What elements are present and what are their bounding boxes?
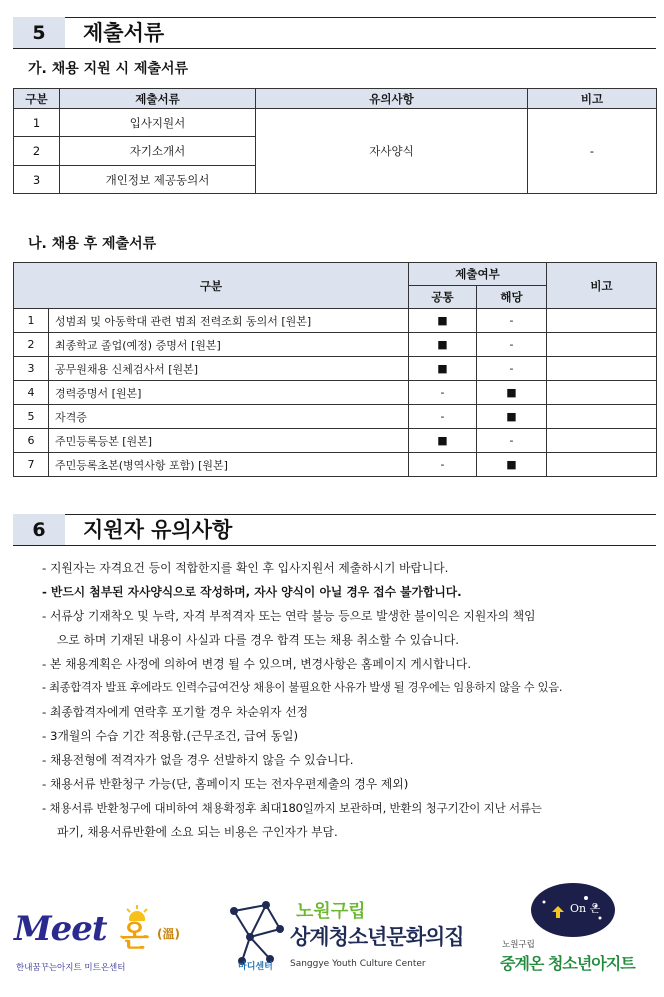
- common-mark: -: [409, 405, 477, 429]
- applicable-mark: -: [477, 333, 547, 357]
- note-line: - 서류상 기재착오 및 누락, 자격 부적격자 또는 연락 불능 등으로 발생한 불이익은 지원자의 책임: [42, 609, 536, 623]
- header-remark: 비고: [547, 263, 657, 309]
- meet-on-char: 온: [120, 919, 149, 954]
- sanggye-main-label: 상계청소년문화의집: [290, 925, 464, 949]
- note-line: - 채용서류 반환청구에 대비하여 채용확정후 최대180일까지 보관하며, 반환의 청구기간이 지난 서류는: [42, 801, 542, 815]
- table-application-documents: [13, 88, 657, 194]
- note-line: - 3개월의 수습 기간 적용함.(근무조건, 급여 동일): [42, 729, 299, 743]
- header-category: 구분: [14, 263, 409, 309]
- section-6-header: [13, 514, 656, 546]
- row-number: 2: [14, 137, 60, 166]
- remark-cell: [547, 429, 657, 453]
- sanggye-english: Sanggye Youth Culture Center: [290, 959, 426, 969]
- applicable-mark: -: [477, 357, 547, 381]
- table-row: [14, 109, 657, 137]
- junggye-on-logo: [496, 882, 651, 977]
- table-row: [14, 333, 657, 357]
- common-mark: ■: [409, 429, 477, 453]
- sun-icon: [124, 905, 150, 921]
- header-document: 제출서류: [60, 89, 256, 109]
- document-name: 최종학교 졸업(예정) 증명서 [원본]: [49, 333, 409, 357]
- row-number: 5: [14, 405, 49, 429]
- meet-caption: 한내꿈꾸는아지트 미트온센터: [16, 963, 126, 973]
- remark-cell: [547, 357, 657, 381]
- meet-on-hanja: (溫): [157, 927, 180, 941]
- table-row: [14, 429, 657, 453]
- header-submission: 제출여부: [409, 263, 547, 286]
- document-name: 주민등록등본 [원본]: [49, 429, 409, 453]
- document-name: 주민등록초본(병역사항 포함) [원본]: [49, 453, 409, 477]
- document-name: 자기소개서: [60, 137, 256, 166]
- applicable-mark: ■: [477, 405, 547, 429]
- sanggye-youth-center-logo: [226, 897, 464, 977]
- common-mark: ■: [409, 357, 477, 381]
- header-note: 유의사항: [256, 89, 528, 109]
- subheading-b: 나. 채용 후 제출서류: [28, 236, 157, 252]
- table-row: [14, 357, 657, 381]
- row-number: 4: [14, 381, 49, 405]
- meet-word: Meet: [14, 909, 107, 949]
- table-row: [14, 453, 657, 477]
- applicable-mark: ■: [477, 453, 547, 477]
- sanggye-top-label: 노원구립: [296, 901, 366, 922]
- applicant-notes: [42, 556, 652, 844]
- section-5-bottom-rule: [13, 48, 656, 49]
- header-remark: 비고: [528, 89, 657, 109]
- meeton-center-logo: [14, 905, 194, 975]
- common-mark: -: [409, 453, 477, 477]
- junggye-sign: On 온: [570, 902, 601, 915]
- madi-label: 마디센터: [238, 962, 273, 972]
- applicable-mark: -: [477, 429, 547, 453]
- remark-cell: [547, 453, 657, 477]
- common-mark: ■: [409, 309, 477, 333]
- document-name: 성범죄 및 아동학대 관련 범죄 전력조회 동의서 [원본]: [49, 309, 409, 333]
- note-line: - 최종합격자 발표 후에라도 인력수급여건상 채용이 불필요한 사유가 발생 될 경우에는 임용하지 않을 수 있음.: [42, 681, 563, 694]
- section-6-title: 지원자 유의사항: [83, 518, 233, 542]
- document-name: 입사지원서: [60, 109, 256, 137]
- table-post-hire-documents: [13, 262, 657, 477]
- header-category: 구분: [14, 89, 60, 109]
- applicable-mark: ■: [477, 381, 547, 405]
- note-line-continued: 파기, 채용서류반환에 소요 되는 비용은 구인자가 부담.: [57, 825, 338, 839]
- document-name: 개인정보 제공동의서: [60, 166, 256, 194]
- common-mark: -: [409, 381, 477, 405]
- section-5-title: 제출서류: [83, 21, 165, 45]
- note-cell: 자사양식: [256, 109, 528, 194]
- common-mark: ■: [409, 333, 477, 357]
- note-line: - 채용서류 반환청구 가능(단, 홈페이지 또는 전자우편제출의 경우 제외): [42, 777, 409, 791]
- row-number: 1: [14, 309, 49, 333]
- table-row: [14, 381, 657, 405]
- remark-cell: -: [528, 109, 657, 194]
- remark-cell: [547, 381, 657, 405]
- row-number: 3: [14, 166, 60, 194]
- remark-cell: [547, 309, 657, 333]
- applicable-mark: -: [477, 309, 547, 333]
- note-line: - 최종합격자에게 연락후 포기할 경우 차순위자 선정: [42, 705, 309, 719]
- section-6-number: 6: [13, 514, 65, 546]
- note-line: - 지원자는 자격요건 등이 적합한지를 확인 후 입사지원서 제출하시기 바랍니다.: [42, 561, 449, 575]
- note-line: - 본 채용계획은 사정에 의하여 변경 될 수 있으며, 변경사항은 홈페이지 게시합니다.: [42, 657, 472, 671]
- row-number: 3: [14, 357, 49, 381]
- note-line-emphasis: - 반드시 첨부된 자사양식으로 작성하며, 자사 양식이 아닐 경우 접수 불가합니다.: [42, 585, 462, 599]
- note-line: - 채용전형에 적격자가 없을 경우 선발하지 않을 수 있습니다.: [42, 753, 354, 767]
- document-name: 자격증: [49, 405, 409, 429]
- row-number: 1: [14, 109, 60, 137]
- subheading-a: 가. 채용 지원 시 제출서류: [28, 61, 189, 77]
- header-common: 공통: [409, 286, 477, 309]
- document-name: 경력증명서 [원본]: [49, 381, 409, 405]
- section-5-number: 5: [13, 17, 65, 49]
- note-line-continued: 으로 하며 기재된 내용이 사실과 다를 경우 합격 또는 채용 취소할 수 있습니다.: [57, 633, 460, 647]
- row-number: 7: [14, 453, 49, 477]
- document-name: 공무원채용 신체검사서 [원본]: [49, 357, 409, 381]
- section-6-bottom-rule: [13, 545, 656, 546]
- section-5-header: [13, 17, 656, 49]
- row-number: 2: [14, 333, 49, 357]
- table-row: [14, 405, 657, 429]
- table-row: [14, 309, 657, 333]
- remark-cell: [547, 405, 657, 429]
- junggye-top-label: 노원구립: [502, 940, 535, 950]
- row-number: 6: [14, 429, 49, 453]
- remark-cell: [547, 333, 657, 357]
- junggye-main-label: 중계온 청소년아지트: [500, 954, 635, 973]
- header-applicable: 해당: [477, 286, 547, 309]
